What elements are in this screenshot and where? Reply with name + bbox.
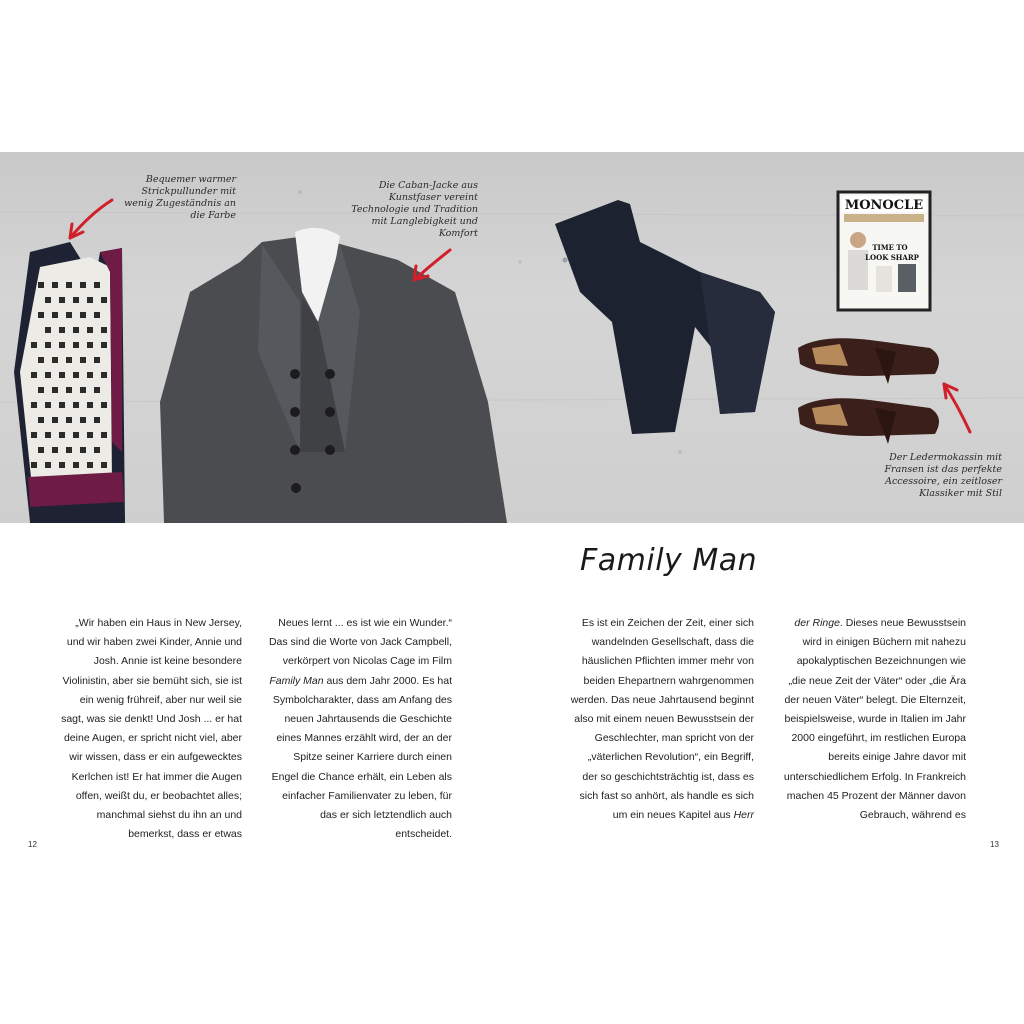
leather-loafers bbox=[798, 338, 939, 444]
annotation-vest: Bequemer warmer Strickpullunder mit wenig Zugeständnis an die Farbe bbox=[124, 174, 236, 221]
page-number-right: 13 bbox=[990, 840, 999, 849]
arrow-icon-vest bbox=[70, 200, 112, 238]
article-column-1: „Wir haben ein Haus in New Jersey, und wir haben zwei Kinder, Annie und Josh. Annie ist keine besondere Violinistin, aber sie bemüht sich, sie ist ein wenig frühreif, aber nur weil sie sagt, was sie denkt! Und Josh ... er hat deine Augen, er spricht nicht viel, aber wir wissen, dass er ein aufgewecktes Kerlchen ist! Er hat immer die Augen offen, weißt du, er beobachtet alles; manchmal siehst du ihn an und bemerkst, dass er etwas bbox=[61, 617, 242, 841]
annotation-shoes: Der Ledermokassin mit Fransen ist das perfekte Accessoire, ein zeitloser Klassiker mit Stil bbox=[884, 452, 1002, 499]
caban-coat bbox=[160, 228, 510, 523]
magazine-brand: MONOCLE bbox=[844, 198, 924, 213]
magazine-headline-1: TIME TO bbox=[872, 243, 908, 252]
knit-vest bbox=[14, 242, 125, 523]
article-column-3 bbox=[570, 614, 754, 825]
column-2-text-b: aus dem Jahr 2000. Es hat Symbolcharakter, dass am Anfang des neuen Jahrtausends die Geschichte eines Mannes erzählt wird, der an der Spitze seiner Karriere durch einen Engel die Chance erhält, ein Leben als einfacher Familienvater zu leben, für das er sich letztendlich auch entscheidet. bbox=[271, 674, 452, 841]
film-title: Family Man bbox=[269, 674, 324, 687]
book-title-part-1: Herr bbox=[733, 809, 754, 822]
column-2-text-a: Neues lernt ... es ist wie ein Wunder.“ Das sind die Worte von Jack Campbell, verkörpert von Nicolas Cage im Film bbox=[268, 617, 452, 668]
navy-trousers bbox=[555, 200, 775, 434]
column-3-text: Es ist ein Zeichen der Zeit, einer sich wandelnden Gesellschaft, dass die häuslichen Pflichten immer mehr von beiden Ehepartnern wahrgenommen werden. Das neue Jahrtausend beginnt also mit einem neuen Bewusstsein der Geschlechter, man spricht von der „väterlichen Revolution“, ein Begriff, der so geschichtsträchtig ist, dass es sich fast so anhört, als handle es sich um ein neues Kapitel aus bbox=[570, 617, 754, 822]
article-column-2 bbox=[268, 614, 452, 844]
annotation-coat: Die Caban-Jacke aus Kunstfaser vereint Technologie und Tradition mit Langlebigkeit und Komfort bbox=[351, 180, 478, 239]
page-number-left: 12 bbox=[28, 840, 37, 849]
article-column-4 bbox=[782, 614, 966, 825]
magazine-headline-2: LOOK SHARP bbox=[865, 253, 919, 262]
arrow-icon-coat bbox=[414, 250, 450, 280]
article-title: Family Man bbox=[580, 543, 758, 578]
column-4-text: . Dieses neue Bewusstsein wird in einigen Büchern mit nahezu apokalyptischen Bezeichnungen wie „die neue Zeit der Väter“ oder „die Ära der neuen Väter“ belegt. Die Elternzeit, beispielsweise, wurde in Italien im Jahr 2000 eingeführt, im restlichen Europa bereits einige Jahre davor mit unterschiedlichem Erfolg. In Frankreich machen 45 Prozent der Männer davon Gebrauch, während es bbox=[783, 617, 966, 822]
monocle-magazine bbox=[838, 192, 930, 310]
product-photo bbox=[0, 152, 1024, 523]
book-title-part-2: der Ringe bbox=[794, 617, 840, 629]
